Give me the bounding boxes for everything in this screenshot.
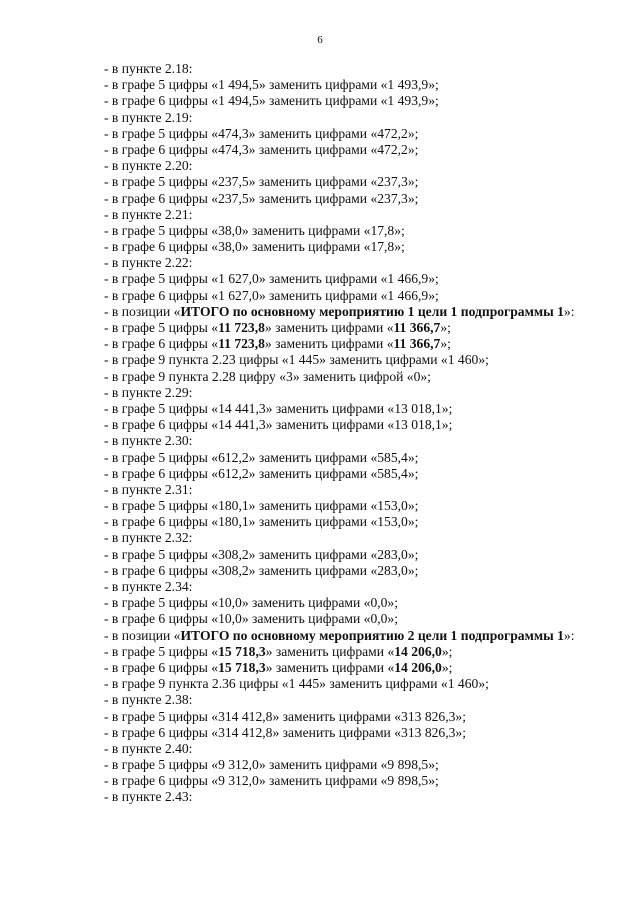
amendment-line <box>104 611 630 627</box>
amendment-line <box>104 288 630 304</box>
amendment-line <box>104 77 630 93</box>
amendment-line <box>104 498 630 514</box>
text-segment: - в пункте 2.31: <box>104 481 193 497</box>
text-segment: - в пункте 2.22: <box>104 255 193 271</box>
text-segment: - в графе 5 цифры «1 494,5» заменить цифрами «1 493,9»; <box>104 77 439 93</box>
text-segment: - в графе 9 пункта 2.28 цифру «3» заменить цифрой «0»; <box>104 368 431 384</box>
text-segment: - в графе 6 цифры «38,0» заменить цифрами «17,8»; <box>104 239 405 255</box>
text-segment: - в графе 5 цифры « <box>104 320 219 335</box>
text-segment: - в пункте 2.34: <box>104 579 193 594</box>
bold-text-segment: 14 206,0 <box>394 659 442 675</box>
amendment-line <box>104 628 630 644</box>
text-segment: - в графе 6 цифры «237,5» заменить цифрами «237,3»; <box>104 190 419 206</box>
text-segment: - в пункте 2.30: <box>104 433 193 449</box>
text-segment: - в пункте 2.18: <box>104 61 193 76</box>
text-segment: - в графе 6 цифры «14 441,3» заменить цифрами «13 018,1»; <box>104 417 453 433</box>
amendment-line <box>104 158 630 174</box>
text-segment: - в графе 5 цифры «38,0» заменить цифрами «17,8»; <box>104 222 405 238</box>
amendment-line <box>104 61 630 77</box>
amendment-line <box>104 255 630 271</box>
text-segment: - в пункте 2.20: <box>104 158 193 174</box>
text-segment: - в пункте 2.40: <box>104 740 193 756</box>
amendment-list <box>104 61 630 806</box>
amendment-line <box>104 126 630 142</box>
amendment-line <box>104 239 630 255</box>
text-segment: - в графе 6 цифры «308,2» заменить цифрами «283,0»; <box>104 562 419 578</box>
amendment-line <box>104 579 630 595</box>
text-segment: - в графе 6 цифры « <box>104 659 219 675</box>
page-number: 6 <box>317 34 323 46</box>
amendment-line <box>104 741 630 757</box>
text-segment: - в графе 5 цифры «237,5» заменить цифрами «237,3»; <box>104 174 419 190</box>
text-segment: - в графе 5 цифры «10,0» заменить цифрами «0,0»; <box>104 595 399 611</box>
text-segment: - в графе 5 цифры «9 312,0» заменить цифрами «9 898,5»; <box>104 757 439 773</box>
amendment-line <box>104 450 630 466</box>
amendment-line <box>104 482 630 498</box>
bold-text-segment: 11 366,7 <box>393 320 441 335</box>
amendment-line <box>104 466 630 482</box>
text-segment: - в графе 6 цифры «314 412,8» заменить цифрами «313 826,3»; <box>104 724 466 740</box>
text-segment: - в графе 6 цифры «10,0» заменить цифрами «0,0»; <box>104 611 399 627</box>
amendment-line <box>104 336 630 352</box>
text-segment: »; <box>441 643 453 659</box>
amendment-line <box>104 93 630 109</box>
amendment-line <box>104 563 630 579</box>
text-segment: »; <box>440 320 451 335</box>
amendment-line <box>104 692 630 708</box>
amendment-line <box>104 174 630 190</box>
text-segment: - в графе 5 цифры «1 627,0» заменить цифрами «1 466,9»; <box>104 271 439 287</box>
text-segment: - в пункте 2.32: <box>104 530 193 546</box>
text-segment: »; <box>440 336 451 352</box>
text-segment: » заменить цифрами « <box>264 320 394 335</box>
text-segment: - в графе 5 цифры «474,3» заменить цифрами «472,2»; <box>104 125 419 141</box>
text-segment: » заменить цифрами « <box>265 659 395 675</box>
amendment-line <box>104 709 630 725</box>
text-segment: - в графе 6 цифры «1 494,5» заменить цифрами «1 493,9»; <box>104 93 439 109</box>
bold-text-segment: 11 723,8 <box>218 336 265 352</box>
amendment-line <box>104 271 630 287</box>
text-segment: - в графе 5 цифры «314 412,8» заменить цифрами «313 826,3»; <box>104 708 466 724</box>
amendment-line <box>104 660 630 676</box>
amendment-line <box>104 789 630 805</box>
text-segment: - в пункте 2.19: <box>104 109 193 125</box>
text-segment: - в пункте 2.43: <box>104 789 193 805</box>
bold-text-segment: 11 723,8 <box>218 320 265 335</box>
bold-text-segment: 14 206,0 <box>394 643 442 659</box>
amendment-line <box>104 595 630 611</box>
text-segment: - в графе 5 цифры «14 441,3» заменить цифрами «13 018,1»; <box>104 400 453 416</box>
text-segment: - в графе 5 цифры «308,2» заменить цифрами «283,0»; <box>104 546 419 562</box>
amendment-line <box>104 207 630 223</box>
amendment-line <box>104 304 630 320</box>
amendment-line <box>104 725 630 741</box>
text-segment: » заменить цифрами « <box>265 643 395 659</box>
amendment-line <box>104 757 630 773</box>
bold-text-segment: ИТОГО по основному мероприятию 1 цели 1 подпрограммы 1 <box>180 303 564 319</box>
bold-text-segment: 15 718,3 <box>218 659 266 675</box>
amendment-line <box>104 385 630 401</box>
bold-text-segment: ИТОГО по основному мероприятию 2 цели 1 подпрограммы 1 <box>180 627 564 643</box>
bold-text-segment: 15 718,3 <box>218 643 266 659</box>
amendment-line <box>104 514 630 530</box>
amendment-line <box>104 191 630 207</box>
amendment-line <box>104 142 630 158</box>
text-segment: - в графе 6 цифры «612,2» заменить цифрами «585,4»; <box>104 465 419 481</box>
text-segment: - в пункте 2.38: <box>104 692 193 708</box>
text-segment: »: <box>563 303 575 319</box>
amendment-line <box>104 676 630 692</box>
text-segment: - в графе 6 цифры «9 312,0» заменить цифрами «9 898,5»; <box>104 773 439 789</box>
amendment-line <box>104 320 630 336</box>
amendment-line <box>104 433 630 449</box>
text-segment: »: <box>563 627 575 643</box>
text-segment: - в графе 5 цифры «612,2» заменить цифрами «585,4»; <box>104 449 419 465</box>
text-segment: - в графе 6 цифры «180,1» заменить цифрами «153,0»; <box>104 514 419 530</box>
amendment-line <box>104 530 630 546</box>
amendment-line <box>104 223 630 239</box>
text-segment: - в графе 5 цифры «180,1» заменить цифрами «153,0»; <box>104 498 419 514</box>
text-segment: - в графе 9 пункта 2.36 цифры «1 445» заменить цифрами «1 460»; <box>104 676 489 692</box>
text-segment: - в пункте 2.29: <box>104 384 193 400</box>
amendment-line <box>104 644 630 660</box>
text-segment: - в графе 5 цифры « <box>104 643 219 659</box>
text-segment: - в позиции « <box>104 303 181 319</box>
text-segment: - в графе 6 цифры «1 627,0» заменить цифрами «1 466,9»; <box>104 287 439 303</box>
text-segment: »; <box>441 659 453 675</box>
text-segment: - в графе 6 цифры «474,3» заменить цифрами «472,2»; <box>104 141 419 157</box>
amendment-line <box>104 352 630 368</box>
amendment-line <box>104 110 630 126</box>
amendment-line <box>104 547 630 563</box>
amendment-line <box>104 417 630 433</box>
amendment-line <box>104 401 630 417</box>
amendment-line <box>104 369 630 385</box>
amendment-line <box>104 773 630 789</box>
bold-text-segment: 11 366,7 <box>393 336 441 352</box>
text-segment: - в графе 9 пункта 2.23 цифры «1 445» заменить цифрами «1 460»; <box>104 352 489 368</box>
text-segment: - в пункте 2.21: <box>104 206 193 222</box>
text-segment: - в позиции « <box>104 627 181 643</box>
text-segment: - в графе 6 цифры « <box>104 336 219 352</box>
text-segment: » заменить цифрами « <box>264 336 394 352</box>
